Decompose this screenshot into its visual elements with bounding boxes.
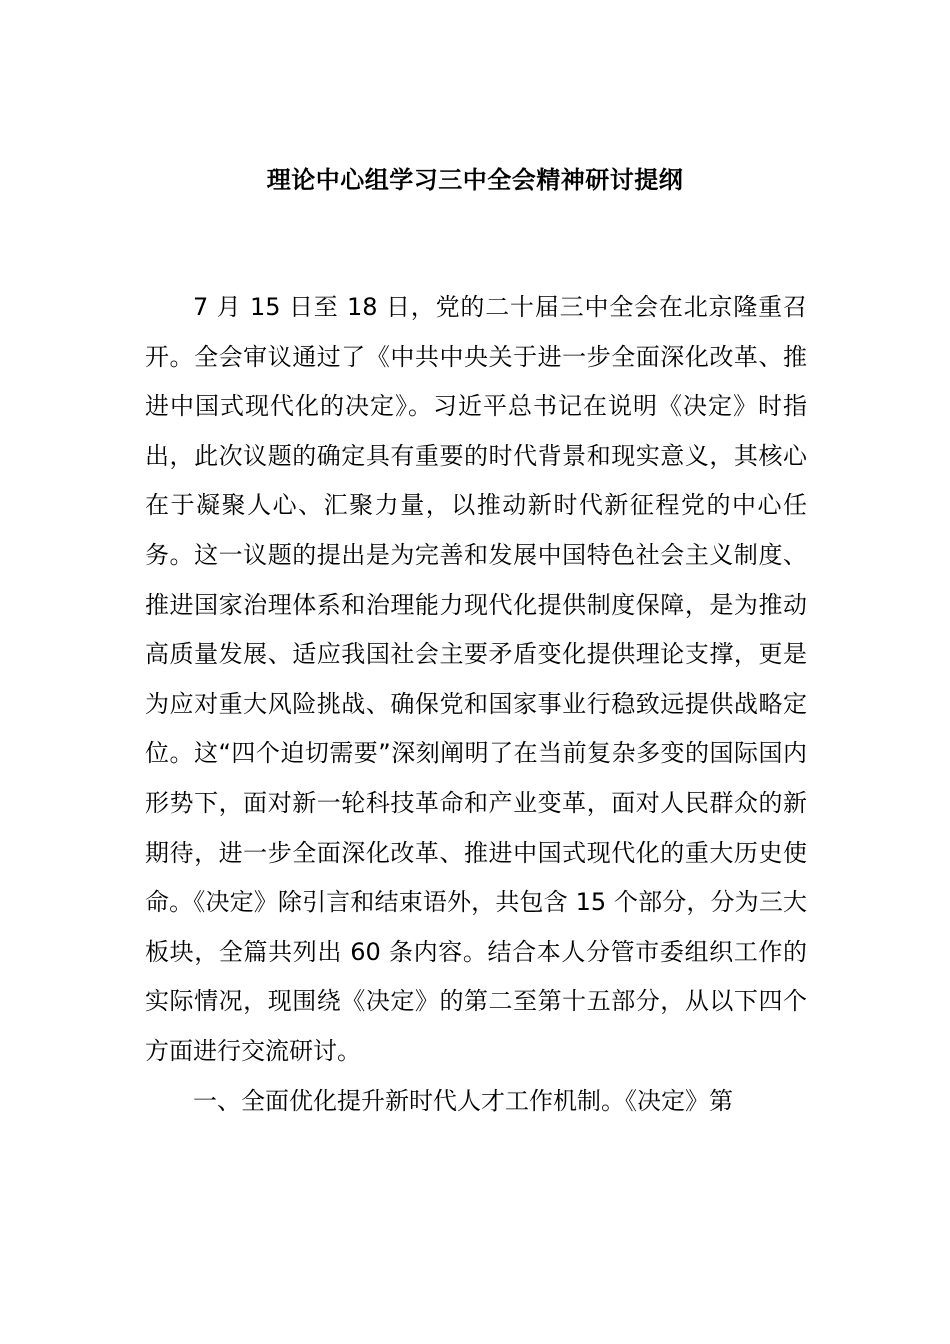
body-paragraph-intro: 7 月 15 日至 18 日，党的二十届三中全会在北京隆重召开。全会审议通过了《中共中央关于进一步全面深化改革、推进中国式现代化的决定》。习近平总书记在说明《决定》时指出，此次议题的确定具有重要的时代背景和现实意义，其核心在于凝聚人心、汇聚力量，以推动新时代新征程党的中心任务。这一议题的提出是为完善和发展中国特色社会主义制度、推进国家治理体系和治理能力现代化提供制度保障，是为推动高质量发展、适应我国社会主要矛盾变化提供理论支撑，更是为应对重大风险挑战、确保党和国家事业行稳致远提供战略定位。这“四个迫切需要”深刻阐明了在当前复杂多变的国际国内形势下，面对新一轮科技革命和产业变革，面对人民群众的新期待，进一步全面深化改革、推进中国式现代化的重大历史使命。《决定》除引言和结束语外，共包含 15 个部分，分为三大板块，全篇共列出 60 条内容。结合本人分管市委组织工作的实际情况，现围绕《决定》的第二至第十五部分，从以下四个方面进行交流研讨。 (145, 293, 807, 1065)
document-body (145, 283, 807, 1126)
body-paragraph-section-one: 一、全面优化提升新时代人才工作机制。《决定》第 (193, 1086, 733, 1115)
document-title: 理论中心组学习三中全会精神研讨提纲 (266, 166, 684, 194)
